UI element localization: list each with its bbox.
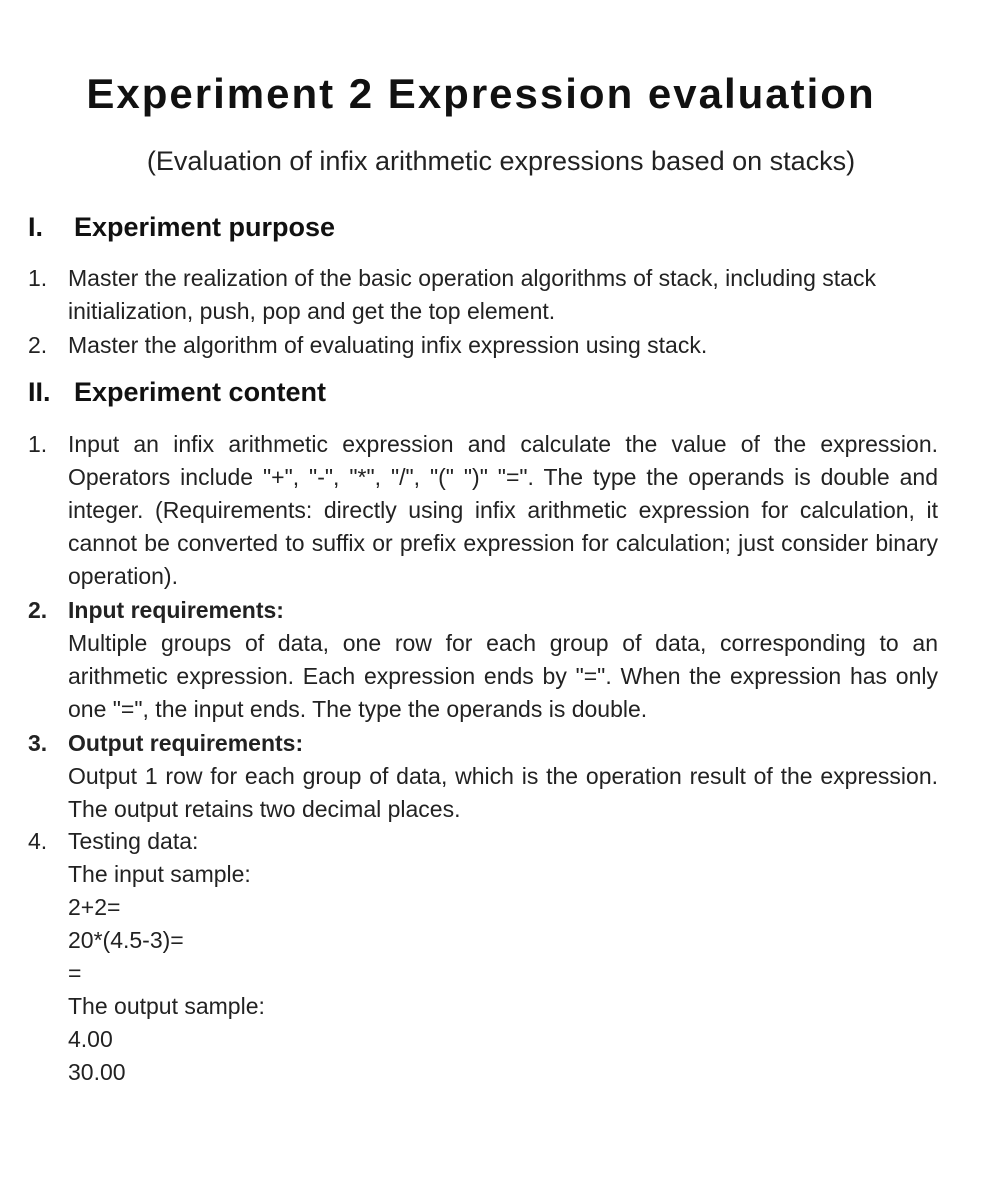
list-item [28,428,938,593]
sample-line: = [68,960,82,986]
section-heading-purpose [28,212,335,243]
sample-line: 20*(4.5-3)= [68,927,184,953]
item-text: Master the algorithm of evaluating infix expression using stack. [68,332,708,358]
list-item [28,825,938,1089]
sample-line: The output sample: [68,993,265,1019]
sample-line: 4.00 [68,1026,113,1052]
section-number: I. [28,212,44,242]
item-lead: Output requirements: [68,730,304,756]
item-text: Input an infix arithmetic expression and calculate the value of the expression. Operators include "+", "-", "*", "/", "(" ")" "=". The type the operands is double and integer. (Requirements: directly using infix arithmetic expression for calculation, it cannot be converted to suffix or prefix expression for calculation; just consider binary operation). [68,431,938,589]
item-number: 2. [28,332,48,358]
section-title: Experiment content [74,377,327,407]
item-text: Master the realization of the basic operation algorithms of stack, including stack initialization, push, pop and get the top element. [68,265,876,324]
list-item [28,329,938,362]
item-number: 1. [28,265,48,291]
item-number: 2. [28,597,48,623]
section-number: II. [28,377,51,407]
section-heading-content [28,377,326,408]
item-lead: Testing data: [68,828,199,854]
item-lead: Input requirements: [68,597,284,623]
sample-line: 30.00 [68,1059,126,1085]
list-item [28,262,938,328]
page-title: Experiment 2 Expression evaluation [86,70,876,117]
list-item [28,594,938,726]
item-number: 3. [28,730,48,756]
item-number: 4. [28,828,48,854]
item-text: Multiple groups of data, one row for each group of data, corresponding to an arithmetic expression. Each expression ends by "=". When the expression has only one "=", the input ends. The type the operands is double. [68,630,938,722]
item-text: Output 1 row for each group of data, which is the operation result of the expression. The output retains two decimal places. [68,763,938,822]
section-title: Experiment purpose [74,212,336,242]
page-subtitle: (Evaluation of infix arithmetic expressions based on stacks) [146,146,856,176]
sample-line: The input sample: [68,861,251,887]
item-number: 1. [28,431,48,457]
sample-line: 2+2= [68,894,121,920]
list-item [28,727,938,826]
